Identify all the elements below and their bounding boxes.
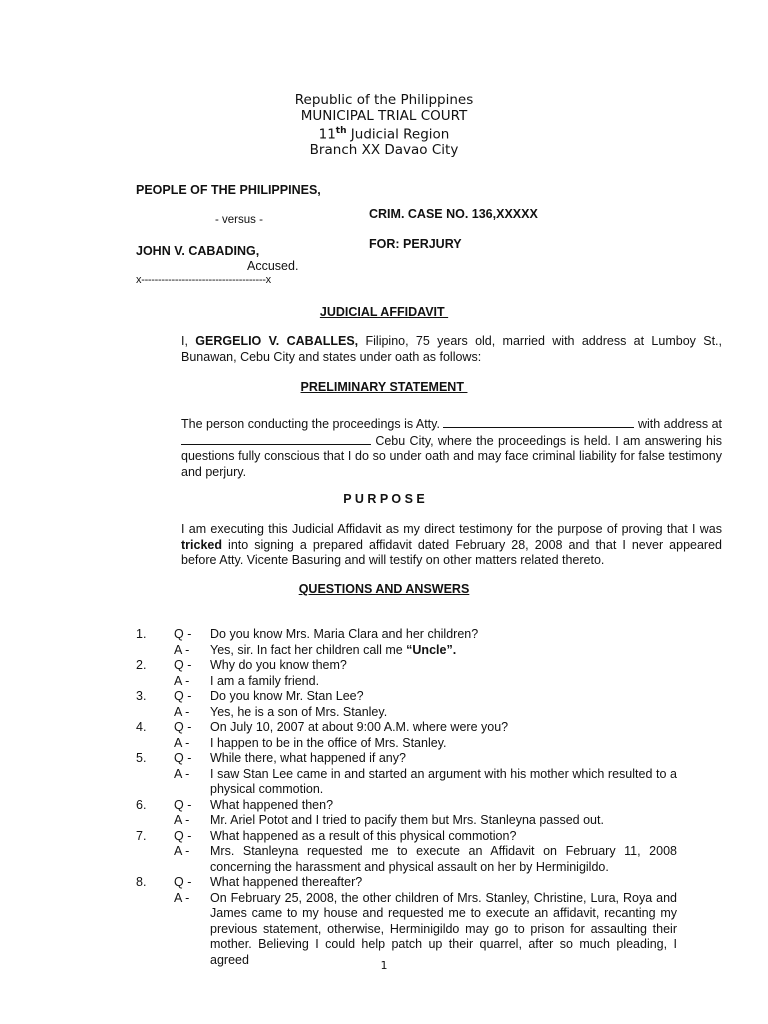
region-line: 11th Judicial Region [318, 126, 450, 143]
answer-body: I saw Stan Lee came in and started an argument with his mother which resulted to a physical commotion. [210, 766, 677, 796]
republic-line: Republic of the Philippines [294, 92, 474, 108]
answer-indent [136, 643, 174, 659]
question-number: 1. [136, 627, 147, 641]
answer-row [136, 674, 677, 690]
question-row [136, 627, 677, 643]
answer-body: Mrs. Stanleyna requested me to execute an Affidavit on February 11, 2008 concerning the harassment and physical assault on her by Herminigildo. [210, 844, 677, 874]
question-text: While there, what happened if any? [210, 751, 406, 765]
answer-label: A - [174, 844, 190, 858]
affiant-name: GERGELIO V. CABALLES, [195, 334, 359, 348]
answer-label: A - [174, 673, 190, 688]
question-label: Q - [174, 720, 192, 734]
question-label: Q - [174, 627, 192, 641]
answer-text [210, 844, 677, 875]
preliminary-paragraph: The person conducting the proceedings is Atty. with address at Cebu City, where the proceedings is held. I am answering his questions fully conscious that I do so under oath and may face criminal liability for false testimony and perjury. [181, 417, 723, 479]
question-row [136, 751, 677, 767]
answer-text [210, 674, 677, 690]
answer-row [136, 844, 677, 875]
answer-label: A - [174, 813, 190, 827]
plaintiff-name: PEOPLE OF THE PHILIPPINES, [136, 183, 321, 197]
question-label: Q - [174, 658, 192, 672]
question-text: What happened then? [210, 797, 334, 812]
question-text: Do you know Mrs. Maria Clara and her children? [210, 627, 479, 641]
question-label: Q - [174, 828, 192, 843]
question-number: 4. [136, 720, 147, 734]
question-number: 2. [136, 658, 147, 672]
answer-label: A - [174, 704, 190, 719]
answer-body: I am a family friend. [210, 673, 320, 688]
answer-row [136, 891, 677, 969]
question-number: 8. [136, 875, 147, 889]
answer-label: A - [174, 890, 190, 905]
question-text: What happened as a result of this physical commotion? [210, 828, 517, 843]
question-row [136, 875, 677, 891]
answer-row [136, 813, 677, 829]
answer-indent [136, 813, 174, 829]
answer-text [210, 643, 677, 659]
answer-emphasis: “Uncle”. [406, 642, 457, 657]
question-text: Why do you know them? [210, 658, 347, 672]
answer-text [210, 891, 677, 969]
answer-indent [136, 767, 174, 798]
answer-row [136, 736, 677, 752]
answer-body: Yes, sir. In fact her children call me [210, 642, 407, 657]
question-row [136, 798, 677, 814]
answer-text [210, 767, 677, 798]
question-number: 5. [136, 751, 147, 765]
court-name: MUNICIPAL TRIAL COURT [300, 107, 468, 124]
answer-indent [136, 891, 174, 969]
answer-body: I happen to be in the office of Mrs. Stanley. [210, 735, 447, 750]
question-number: 3. [136, 689, 147, 703]
question-label: Q - [174, 689, 192, 703]
accused-label: Accused. [247, 259, 299, 273]
answer-indent [136, 705, 174, 721]
question-row [136, 720, 677, 736]
purpose-heading: P U R P O S E [343, 492, 425, 506]
versus-label: - versus - [215, 214, 263, 226]
answer-row [136, 767, 677, 798]
answer-indent [136, 674, 174, 690]
page-number: 1 [380, 959, 388, 972]
question-text: On July 10, 2007 at about 9:00 A.M. where were you? [210, 720, 509, 734]
question-text: Do you know Mr. Stan Lee? [210, 689, 364, 703]
answer-indent [136, 844, 174, 875]
question-row [136, 689, 677, 705]
question-label: Q - [174, 875, 192, 889]
answer-row [136, 705, 677, 721]
question-text: What happened thereafter? [210, 875, 363, 889]
question-number: 6. [136, 797, 147, 812]
preliminary-heading: PRELIMINARY STATEMENT [300, 380, 468, 394]
question-row [136, 829, 677, 845]
attorney-blank [443, 416, 634, 428]
answer-body: Yes, he is a son of Mrs. Stanley. [210, 704, 388, 719]
question-label: Q - [174, 797, 192, 812]
question-label: Q - [174, 751, 192, 765]
purpose-paragraph: I am executing this Judicial Affidavit as my direct testimony for the purpose of proving that I was tricked into signing a prepared affidavit dated February 28, 2008 and that I never appeared before Atty. Vicente Basuring and will testify on other matters related thereto. [181, 522, 722, 567]
accused-name: JOHN V. CABADING, [136, 244, 260, 258]
answer-row [136, 643, 677, 659]
question-number: 7. [136, 828, 147, 843]
document-title: JUDICIAL AFFIDAVIT [319, 305, 449, 319]
answer-text [210, 813, 677, 829]
qa-heading: QUESTIONS AND ANSWERS [298, 582, 470, 596]
answer-body: On February 25, 2008, the other children of Mrs. Stanley, Christine, Lura, Roya and James came to my house and requested me to execute an affidavit, recanting my previous statement, otherwise, Herminigildo may go to prison for assaulting their mother. Believing I could help patch up their quarrel, after so much pleading, I agreed [210, 890, 677, 967]
address-blank [181, 433, 371, 445]
answer-body: Mr. Ariel Potot and I tried to pacify them but Mrs. Stanleyna passed out. [210, 813, 604, 827]
qa-list [136, 627, 677, 968]
question-row [136, 658, 677, 674]
court-header [0, 93, 768, 159]
intro-paragraph: I, GERGELIO V. CABALLES, Filipino, 75 years old, married with address at Lumboy St., Bunawan, Cebu City and states under oath as follows: [181, 334, 722, 364]
answer-indent [136, 736, 174, 752]
answer-label: A - [174, 735, 190, 750]
case-number: CRIM. CASE NO. 136,XXXXX [369, 207, 538, 221]
caption-separator: x-------------------------------------x [136, 274, 271, 286]
answer-label: A - [174, 766, 190, 781]
answer-label: A - [174, 642, 190, 657]
branch-line: Branch XX Davao City [309, 142, 459, 158]
charge-label: FOR: PERJURY [369, 237, 462, 251]
answer-text [210, 705, 677, 721]
answer-text [210, 736, 677, 752]
tricked-emphasis: tricked [181, 537, 222, 552]
